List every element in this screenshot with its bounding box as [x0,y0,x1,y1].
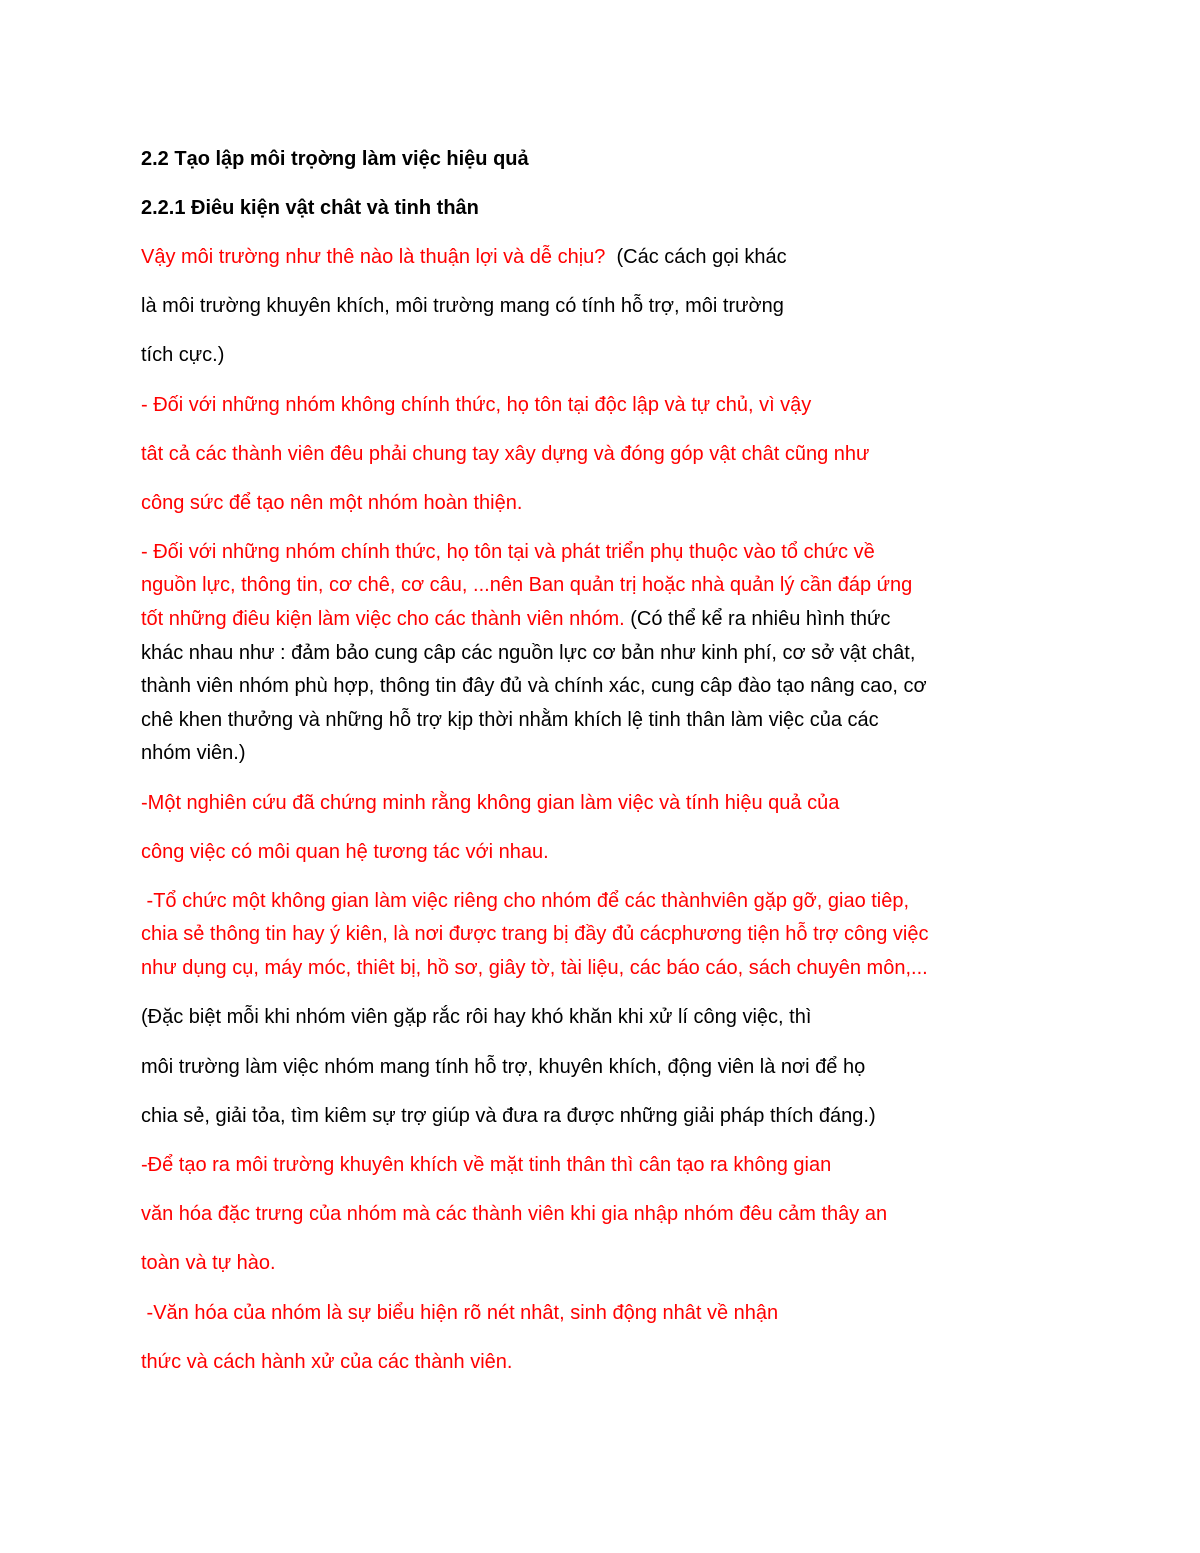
paragraph-line: công sức để tạo nên một nhóm hoàn thiện. [141,492,523,514]
paragraph-line [141,607,890,631]
paragraph-line: công việc có môi quan hệ tương tác với nhau. [141,841,549,863]
note-text: (Có thể kể ra nhiêu hình thức [624,608,891,630]
question-text: Vậy môi trường như thê nào là thuận lợi và dễ chịu? [141,246,606,268]
paragraph-line: nhóm viên.) [141,742,246,764]
paragraph-line: tât cả các thành viên đêu phải chung tay xây dựng và đóng góp vật chât cũng như [141,443,870,465]
section-heading: 2.2 Tạo lập môi trọờng làm việc hiệu quả [141,148,529,170]
paragraph-line [141,245,787,269]
paragraph-line: toàn và tự hào. [141,1252,276,1274]
paragraph-line: (Đặc biệt mỗi khi nhóm viên gặp rắc rôi hay khó khăn khi xử lí công việc, thì [141,1006,812,1028]
paragraph-line: văn hóa đặc trưng của nhóm mà các thành viên khi gia nhập nhóm đêu cảm thây an [141,1203,888,1225]
paragraph-line: - Đối với những nhóm không chính thức, họ tôn tại độc lập và tự chủ, vì vậy [141,394,812,416]
paragraph-line: -Để tạo ra môi trường khuyên khích về mặt tinh thân thì cân tạo ra không gian [141,1154,832,1176]
paragraph-line: thức và cách hành xử của các thành viên. [141,1351,513,1373]
paragraph-line: chia sẻ thông tin hay ý kiên, là nơi được trang bị đầy đủ cácphương tiện hỗ trợ công việc [141,923,929,945]
paragraph-line: tích cực.) [141,344,225,366]
paragraph-line: -Văn hóa của nhóm là sự biểu hiện rõ nét nhât, sinh động nhât về nhận [141,1302,779,1324]
paragraph-line: như dụng cụ, máy móc, thiêt bị, hồ sơ, giây tờ, tài liệu, các báo cáo, sách chuyên môn,... [141,957,928,979]
paragraph-line: -Tổ chức một không gian làm việc riêng cho nhóm để các thànhviên gặp gỡ, giao tiêp, [141,890,910,912]
paragraph-line: môi trường làm việc nhóm mang tính hỗ trợ, khuyên khích, động viên là nơi để họ [141,1056,866,1078]
paragraph-line: - Đối với những nhóm chính thức, họ tôn tại và phát triển phụ thuộc vào tổ chức về [141,541,875,563]
paragraph-line: khác nhau như : đảm bảo cung câp các nguồn lực cơ bản như kinh phí, cơ sở vật chât, [141,642,916,664]
paragraph-line: nguồn lực, thông tin, cơ chê, cơ câu, ...nên Ban quản trị hoặc nhà quản lý cần đáp ứng [141,574,913,596]
subsection-heading: 2.2.1 Điêu kiện vật chât và tinh thân [141,197,479,219]
paragraph-line: chê khen thưởng và những hỗ trợ kịp thời nhằm khích lệ tinh thân làm việc của các [141,709,879,731]
highlight-text: tốt những điêu kiện làm việc cho các thành viên nhóm. [141,608,625,630]
paragraph-line: chia sẻ, giải tỏa, tìm kiêm sự trợ giúp và đưa ra được những giải pháp thích đáng.) [141,1105,876,1127]
paragraph-line: là môi trường khuyên khích, môi trường mang có tính hỗ trợ, môi trường [141,295,784,317]
paragraph-line: -Một nghiên cứu đã chứng minh rằng không gian làm việc và tính hiệu quả của [141,792,840,814]
paragraph-line: thành viên nhóm phù hợp, thông tin đây đủ và chính xác, cung câp đào tạo nâng cao, cơ [141,675,927,697]
question-note: (Các cách gọi khác [605,246,787,268]
